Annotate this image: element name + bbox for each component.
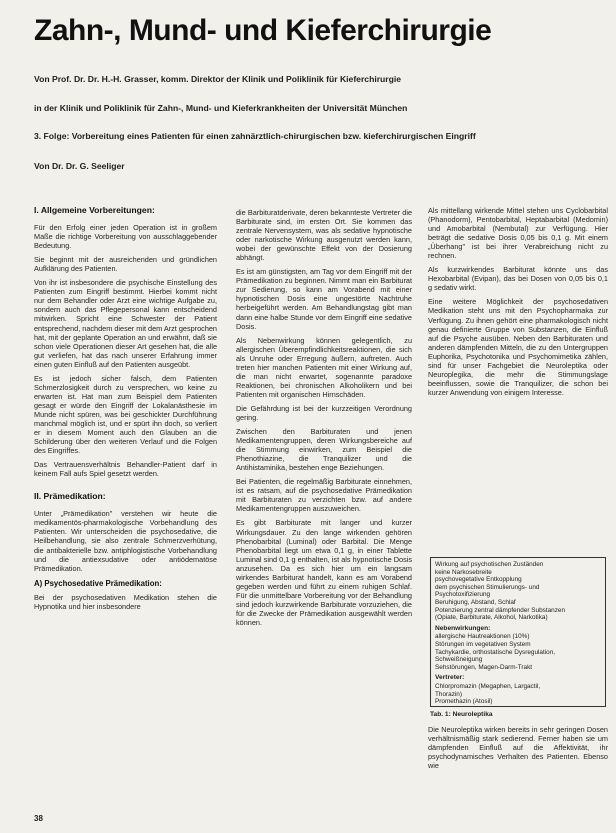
list-item: Störungen im vegetativen System (435, 640, 531, 648)
list-item (435, 706, 601, 707)
paragraph: Das Vertrauensverhältnis Behandler-Patient darf in keinem Fall aufs Spiel gesetzt werden. (34, 460, 217, 479)
article-title: Zahn-, Mund- und Kieferchirurgie (34, 14, 492, 47)
paragraph: Die Gefährdung ist bei der kurzzeitigen Verordnung gering. (236, 403, 412, 422)
paragraph: Bei Patienten, die regelmäßig Barbiturate einnehmen, ist es ratsam, auf die psychosedative Prämedikation mit Barbituraten zu verzichten bzw. auf andere Medikamentengruppen auszuweichen. (236, 477, 412, 514)
section-heading-general: I. Allgemeine Vorbereitungen: (34, 206, 155, 215)
agents-list (435, 683, 601, 707)
list-item: Tachykardie, orthostatische Dysregulation, (435, 648, 556, 656)
list-item: keine Narkosebreite (435, 568, 492, 576)
paragraph: Sie beginnt mit der ausreichenden und gründlichen Aufklärung des Patienten. (34, 255, 217, 274)
list-item: Promethazin (Atosil) (435, 698, 493, 706)
coauthor-line: Von Dr. Dr. G. Seeliger (34, 161, 125, 171)
list-item: Sehstörungen, Magen-Darm-Trakt (435, 663, 533, 671)
paragraph: Als mittellang wirkende Mittel stehen uns Cyclobarbital (Phanodorm), Pentobarbital, Heptabarbital (Medomin) und Amobarbital (Nembutal) zur Verfügung. Hier beträgt die sedative Dosis 0,05 bis 0,1 g. Mit einem „Überhang" ist bei ihrer Verabreichung nicht zu rechnen. (428, 206, 608, 261)
side-effects-list (435, 633, 601, 671)
list-item: (Opiate, Barbiturate, Alkohol, Narkotika) (435, 614, 548, 622)
side-effects-heading: Nebenwirkungen: (435, 624, 491, 632)
section-heading-premedication: II. Prämedikation: (34, 491, 106, 502)
list-item: dem psychischen Stimulierungs- und (435, 583, 540, 591)
neuroleptics-table-box (430, 557, 606, 707)
list-item: psychovegetative Entkopplung (435, 576, 522, 584)
table-caption: Tab. 1: Neuroleptika (430, 711, 493, 718)
paragraph: Unter „Prämedikation" verstehen wir heute die medikamentös-pharmakologische Vorbehandlung des Patienten. Wir unterscheiden die psychosedative, die Heilbehandlung, sie also zentrale Schmerzverhütung, die antibakterielle bzw. antiphlogistische Vorbehandlung und die antiexsudative oder antiödematöse Prämedikation. (34, 509, 217, 573)
subsection-heading-psychosedative: A) Psychosedative Prämedikation: (34, 578, 162, 588)
series-line: 3. Folge: Vorbereitung eines Patienten für einen zahnärztlich-chirurgischen bzw. kieferchirurgischen Eingriff (34, 131, 476, 141)
paragraph: Es ist jedoch sicher falsch, dem Patienten Schmerzlosigkeit durch zu versprechen, wo keine zu erwarten ist. Hat man zum Beispiel dem Patienten gesagt er würde den Eingriff der Lokalanästhesie im Munde nicht spüren, was bei geschickter Durchführung manchmal möglich ist, und er spürt ihn doch, so verliert er in diesem Moment auch den Glauben an die Schilderung über den weiteren Verlauf und die Folgen des Eingriffes. (34, 373, 217, 456)
text-column-2 (236, 208, 412, 798)
institution-line: in der Klinik und Poliklinik für Zahn-, Mund- und Kieferkrankheiten der Universität München (34, 103, 408, 113)
paragraph: Als Nebenwirkung können gelegentlich, zu allergischen Überempfindlichkeitsreaktionen, die sich als Unruhe oder Erregung äußern, auftreten. Auch treten hier manchen Patienten mit einer Wirkung auf, die man nicht erwartet, sogenannte paradoxe Reaktionen, bei chronischen Alkoholikern und bei Patienten mit organischen Hirnschäden. (236, 335, 412, 399)
list-item: Potenzierung zentral dämpfender Substanzen (435, 606, 566, 614)
paragraph: die Barbituratderivate, deren bekannteste Vertreter die Barbiturate sind, im ersten Ort. Sie kommen das zentrale Nervensystem, was als sedative hypnotische oder narkotische Wirkung ausgenutzt werden kann, wobei der gewünschte Effekt von der Dosierung abhängt. (236, 208, 412, 263)
paragraph: Zwischen den Barbituraten und jenen Medikamentengruppen, deren Wirkungsbereiche auf die Stimmung einwirken, zum Beispiel die Phenothiazine, die Tranquilizer und die Antihistaminika, bestehen enge Beziehungen. (236, 427, 412, 473)
list-item: Beruhigung, Abstand, Schlaf (435, 598, 516, 606)
text-column-3 (428, 206, 608, 546)
list-item: Wirkung auf psychotischen Zuständen (435, 561, 544, 568)
list-item: allergische Hautreaktionen (10%) (435, 633, 530, 641)
text-column-1 (34, 206, 217, 786)
paragraph: Für den Erfolg einer jeden Operation ist in großem Maße die richtige Vorbereitung von ausschlaggebender Bedeutung. (34, 223, 217, 251)
paragraph: Es gibt Barbiturate mit langer und kurzer Wirkungsdauer. Zu den lange wirkenden gehören Phenobarbital (Luminal) oder Barbital. Die Menge Phenobarbital liegt um etwa 0,1 g, in einer Tablette Luminal sind 0,1 g enthalten, ist als hypnotische Dosis anzusehen. Da es sich hier um ein langsam wirkendes Barbiturat handelt, kann es am Vorabend gegeben werden und führt zu einem ruhigen Schlaf. Für die unmittelbare Vorbereitung vor der Behandlung sind jedoch kurzwirkende Barbiturate vorzuziehen, die für die Zwecke der Prämedikation ausgewählt werden können. (236, 518, 412, 627)
paragraph: Von ihr ist insbesondere die psychische Einstellung des Patienten zum Eingriff bestimmt. Hierbei kommt nicht nur dem Behandler oder Arzt eine wichtige Aufgabe zu, sondern auch das Pflegepersonal kann entscheidend mitwirken. Spricht eine Schwester der Patient entsprechend, nachdem dieser mit dem Arzt gesprochen hat, mit der geplante Operation an und erwähnt, daß sie schon viele Operationen dieser Art gesehen hat, die alle gut verliefen, hat das nach unserer Erfahrung immer einen guten Einfluß auf den Patienten ausgeübt. (34, 278, 217, 369)
paragraph: Eine weitere Möglichkeit der psychosedativen Medikation steht uns mit den Psychopharmaka zur Verfügung. Zu ihnen gehört eine pharmakologisch nicht genau definierte Gruppe von Substanzen, die Einfluß auf die Psyche ausüben. Neben den Barbituraten und anderen dämpfenden Mitteln, die zu den Untergruppen Euphorika, Psychotonika und Psychomimetika zählen, sind für unser Fachgebiet die Neuroleptika oder Neuroplegika, die mehr die Stimmungslage beeinflussen, sowie die Tranquilizer, die schon bei kurzer Anwendung von einigem Interesse. (428, 297, 608, 397)
list-item: Schweißneigung (435, 656, 483, 664)
list-item: Psychotoxifizierung (435, 591, 491, 599)
paragraph: Als kurzwirkendes Barbiturat könnte uns das Hexobarbital (Evipan), das bei Dosen von 0,05 bis 0,1 g sedativ wirkt. (428, 265, 608, 293)
list-item: Chlorpromazin (Megaphen, Largactil, (435, 682, 541, 690)
list-item: Thorazin) (435, 690, 462, 698)
text-column-3-continued (428, 725, 608, 825)
agents-heading: Vertreter: (435, 674, 465, 682)
paragraph: Die Neuroleptika wirken bereits in sehr geringen Dosen verhältnismäßig stark sedierend. Ferner haben sie um dämpfenden Einfluß auf die Affektivität, ihr psychodynamisches Verhalten des Patienten. Ebenso wie (428, 725, 608, 771)
paragraph: Bei der psychosedativen Medikation stehen die Hypnotika und hier insbesondere (34, 592, 217, 611)
effects-list (435, 561, 601, 622)
author-line: Von Prof. Dr. Dr. H.-H. Grasser, komm. Direktor der Klinik und Poliklinik für Kieferchirurgie (34, 74, 402, 84)
page-number: 38 (34, 814, 43, 823)
paragraph: Es ist am günstigsten, am Tag vor dem Eingriff mit der Prämedikation zu beginnen. Nimmt man ein Barbiturat zur Sedierung, so kann am Vorabend mit einer hypnotischen Dosis eine ungestörte Nachtruhe herbeigeführt werden. Am Behandlungstag gibt man dann eine halbe Stunde vor dem Eingriff eine sedative Dosis. (236, 267, 412, 331)
